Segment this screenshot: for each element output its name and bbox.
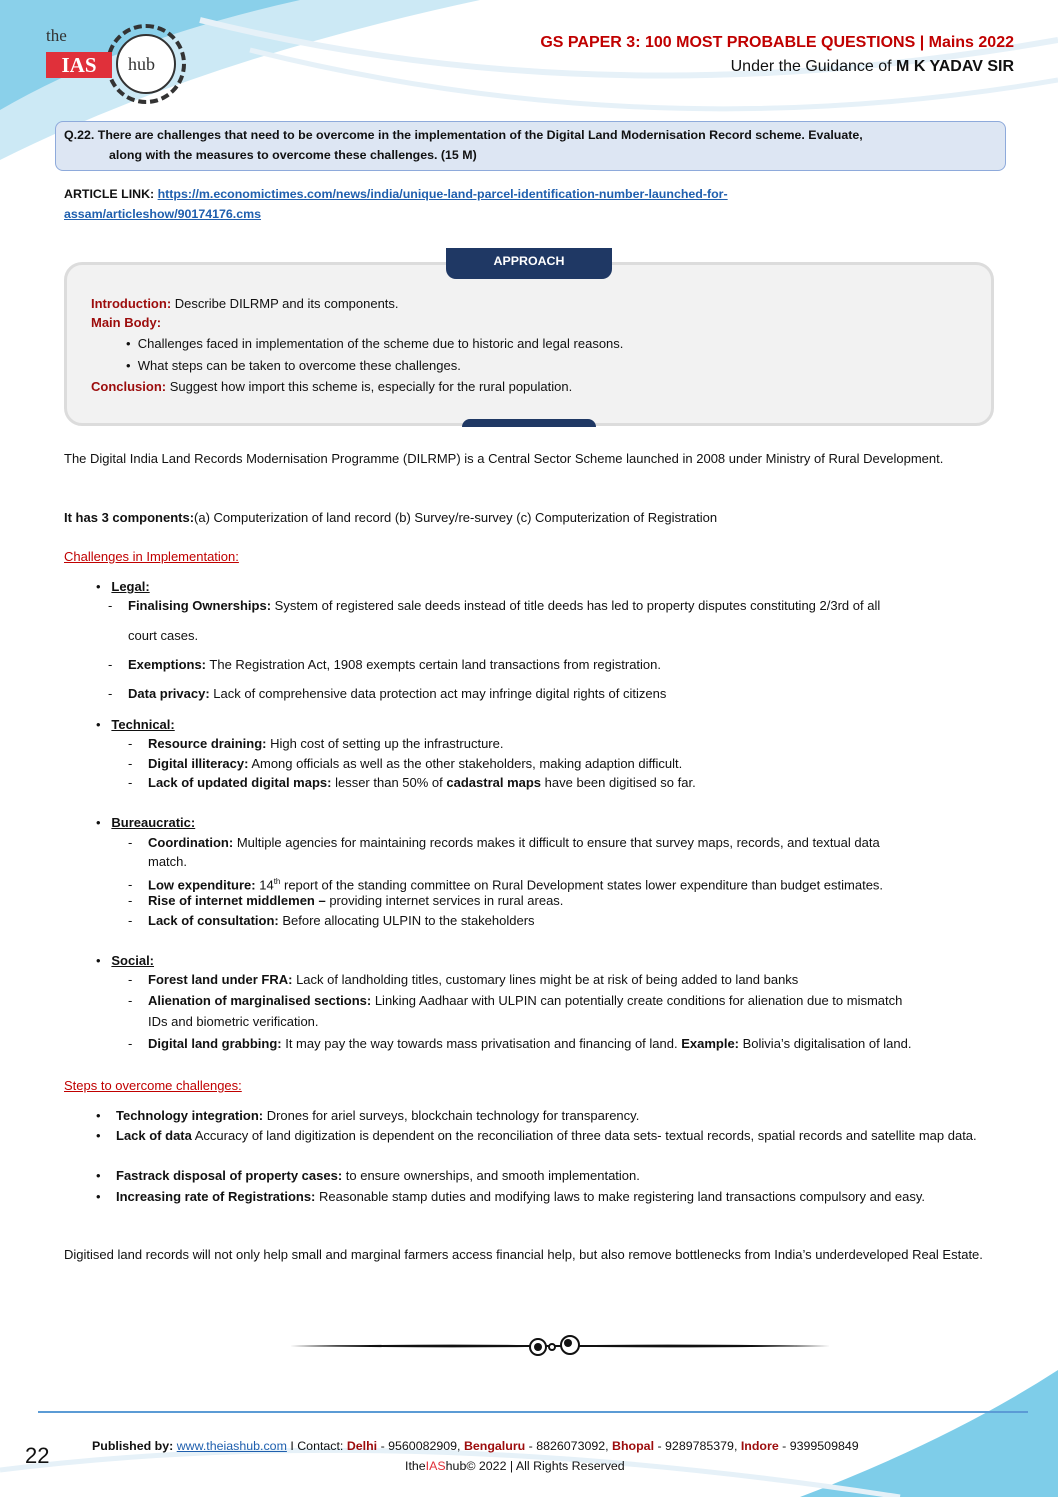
subtitle-name: M K YADAV SIR: [896, 58, 1014, 75]
step-key: Fastrack disposal of property cases:: [116, 1168, 343, 1183]
sub-item-text: High cost of setting up the infrastructure.: [266, 736, 504, 751]
intro-label: Introduction:: [91, 296, 172, 311]
sub-item-continuation: court cases.: [128, 628, 199, 643]
logo-the: the: [46, 26, 67, 45]
city-phone: - 9289785379,: [654, 1439, 741, 1453]
sub-item-text: Linking Aadhaar with ULPIN can potentially create conditions for alienation due to mismatch: [371, 993, 903, 1008]
section-technical: • Technical:: [96, 717, 175, 732]
dash-icon: -: [128, 877, 133, 893]
question-line-2: along with the measures to overcome these challenges. (15 M): [109, 148, 477, 162]
dash-icon: -: [128, 893, 133, 908]
sub-item-text: Bolivia’s digitalisation of land.: [739, 1036, 912, 1051]
section-title: Bureaucratic:: [111, 815, 196, 830]
step-text: to ensure ownerships, and smooth implementation.: [342, 1168, 640, 1183]
approach-bullet-text: What steps can be taken to overcome these challenges.: [137, 358, 461, 373]
conclusion-label: Conclusion:: [91, 379, 167, 394]
approach-conclusion: [91, 377, 572, 397]
question-line-1: Q.22. There are challenges that need to be overcome in the implementation of the Digital Land Modernisation Record scheme. Evaluate,: [64, 128, 863, 142]
sub-item-text: have been digitised so far.: [541, 775, 696, 790]
intro-text: Describe DILRMP and its components.: [171, 296, 399, 311]
city-name: Delhi: [346, 1439, 378, 1453]
step-item: [96, 1106, 993, 1126]
approach-main-label: Main Body:: [91, 315, 162, 330]
article-link-line: [64, 184, 728, 204]
dash-icon: -: [128, 756, 133, 771]
sub-item-key: Example:: [681, 1036, 740, 1051]
subtitle-prefix: Under the Guidance of: [730, 58, 897, 75]
sub-item-text: System of registered sale deeds instead of title deeds has led to property disputes constituting 2/3rd of all: [271, 598, 881, 613]
step-text: Accuracy of land digitization is dependent on the reconciliation of three data sets- textual records, spatial records and satellite map data.: [191, 1128, 977, 1143]
sub-item-key: Digital illiteracy:: [148, 756, 249, 771]
sub-item-text: Multiple agencies for maintaining records makes it difficult to ensure that survey maps, records, and textual data: [233, 835, 880, 850]
contact-label: I Contact:: [286, 1439, 347, 1453]
conclusion-paragraph: Digitised land records will not only help small and marginal farmers access financial help, but also remove bottlenecks from India’s underdeveloped Real Estate.: [64, 1247, 983, 1262]
approach-bullet-text: Challenges faced in implementation of the scheme due to historic and legal reasons.: [137, 336, 624, 351]
footer-divider: [38, 1411, 1028, 1413]
sub-item-key: Low expenditure:: [148, 877, 256, 893]
city-name: Bhopal: [612, 1439, 655, 1453]
footer-copyright: [405, 1456, 625, 1476]
city-phone: - 9399509849: [778, 1439, 859, 1453]
dash-icon: -: [108, 657, 113, 672]
city-name: Indore: [740, 1439, 779, 1453]
dash-icon: -: [128, 913, 133, 928]
copy-part: IAS: [425, 1459, 446, 1473]
approach-bullet: • What steps can be taken to overcome these challenges.: [126, 358, 461, 373]
sub-item-text: Lack of comprehensive data protection act may infringe digital rights of citizens: [209, 686, 667, 701]
intro-paragraph: The Digital India Land Records Modernisation Programme (DILRMP) is a Central Sector Scheme launched in 2008 under Ministry of Rural Development.: [64, 451, 944, 466]
step-key: Lack of data: [116, 1128, 192, 1143]
sub-item-key: Data privacy:: [128, 686, 210, 701]
ornament-divider-icon: [290, 1333, 830, 1359]
challenges-heading: Challenges in Implementation:: [64, 549, 239, 564]
article-label: ARTICLE LINK:: [64, 187, 158, 201]
section-bureaucratic: • Bureaucratic:: [96, 815, 196, 830]
sub-item: [128, 991, 902, 1011]
conclusion-text: Suggest how import this scheme is, especially for the rural population.: [166, 379, 573, 394]
sub-item-text: Before allocating ULPIN to the stakeholders: [278, 913, 535, 928]
section-title: Legal:: [111, 579, 150, 594]
sub-item: [128, 773, 696, 793]
sub-item-text: Among officials as well as the other stakeholders, making adaption difficult.: [248, 756, 683, 771]
city-phone: - 8826073092,: [525, 1439, 613, 1453]
approach-bullet: • Challenges faced in implementation of the scheme due to historic and legal reasons.: [126, 336, 624, 351]
bullet-icon: •: [96, 1189, 101, 1204]
article-url-cont[interactable]: assam/articleshow/90174176.cms: [64, 207, 262, 221]
published-label: Published by:: [92, 1439, 174, 1453]
sub-item: [128, 833, 880, 853]
approach-bottom-tab: [462, 419, 596, 427]
approach-intro: [91, 294, 399, 314]
sub-item-text: Lack of landholding titles, customary lines might be at risk of being added to land banks: [292, 972, 799, 987]
sub-item: [108, 655, 661, 675]
dash-icon: -: [128, 835, 133, 850]
sub-item-text: report of the standing committee on Rural Development states lower expenditure than budget estimates.: [280, 877, 884, 893]
sub-item-key: Resource draining:: [148, 736, 267, 751]
approach-tab: [446, 248, 612, 279]
sub-item: [108, 684, 666, 704]
page-number: 22: [25, 1443, 50, 1468]
step-item: [96, 1126, 993, 1146]
bullet-icon: •: [96, 1168, 101, 1183]
dash-icon: -: [108, 686, 113, 701]
steps-heading: Steps to overcome challenges:: [64, 1078, 242, 1093]
sub-item-key: Exemptions:: [128, 657, 207, 672]
sub-item-key: Rise of internet middlemen –: [148, 893, 326, 908]
sub-item: [128, 754, 682, 774]
dash-icon: -: [128, 993, 133, 1008]
sub-item-text: It may pay the way towards mass privatisation and financing of land.: [281, 1036, 682, 1051]
dash-icon: -: [128, 775, 133, 790]
logo-hub: hub: [128, 54, 155, 74]
footer-site-link[interactable]: www.theiashub.com: [176, 1439, 287, 1453]
header-title: GS PAPER 3: 100 MOST PROBABLE QUESTIONS | Mains 2022: [540, 34, 1014, 51]
copy-part: hub© 2022 | All Rights Reserved: [445, 1459, 625, 1473]
city-phone: - 9560082909,: [377, 1439, 464, 1453]
sub-item: [128, 911, 535, 931]
components-line: [64, 508, 717, 528]
components-text: (a) Computerization of land record (b) Survey/re-survey (c) Computerization of Registration: [194, 510, 718, 525]
city-name: Bengaluru: [463, 1439, 526, 1453]
sub-item: [128, 1034, 912, 1054]
sub-item: [128, 734, 503, 754]
logo: [46, 24, 196, 110]
section-legal: • Legal:: [96, 579, 150, 594]
sub-item-continuation: IDs and biometric verification.: [148, 1014, 319, 1029]
header-subtitle: [731, 57, 1014, 77]
approach-tab-label: APPROACH: [493, 254, 565, 268]
section-title: Technical:: [111, 717, 175, 732]
sub-item-key: Coordination:: [148, 835, 234, 850]
step-key: Increasing rate of Registrations:: [116, 1189, 316, 1204]
step-key: Technology integration:: [116, 1108, 264, 1123]
step-item: [96, 1187, 993, 1207]
bullet-icon: •: [96, 1108, 101, 1123]
sub-item-text: providing internet services in rural areas.: [325, 893, 564, 908]
sub-item-key: Lack of updated digital maps:: [148, 775, 332, 790]
section-social: • Social:: [96, 953, 155, 968]
sub-item: [108, 596, 880, 616]
dash-icon: -: [128, 972, 133, 987]
article-url[interactable]: https://m.economictimes.com/news/india/unique-land-parcel-identification-number-launched-for-: [157, 187, 728, 201]
step-text: Drones for ariel surveys, blockchain technology for transparency.: [263, 1108, 640, 1123]
step-text: Reasonable stamp duties and modifying laws to make registering land transactions compulsory and easy.: [315, 1189, 926, 1204]
sub-item: [128, 970, 798, 990]
dash-icon: -: [108, 598, 113, 613]
sub-item-key: Alienation of marginalised sections:: [148, 993, 372, 1008]
sub-item-key: Finalising Ownerships:: [128, 598, 272, 613]
sub-item: [128, 891, 563, 911]
sub-item-text: 14: [255, 877, 274, 893]
sub-item-text: The Registration Act, 1908 exempts certain land transactions from registration.: [206, 657, 662, 672]
sub-item-key: Lack of consultation:: [148, 913, 279, 928]
step-item: [96, 1166, 993, 1186]
copy-part: Ithe: [405, 1459, 426, 1473]
sub-item-continuation: match.: [148, 854, 188, 869]
footer-contact: [92, 1436, 859, 1456]
sub-item-text: lesser than 50% of: [331, 775, 447, 790]
sub-item-sup: th: [273, 877, 281, 886]
dash-icon: -: [128, 1036, 133, 1051]
sub-item-key: cadastral maps: [446, 775, 542, 790]
sub-item-key: Forest land under FRA:: [148, 972, 293, 987]
article-link-line-2: [64, 204, 261, 224]
logo-ias: IAS: [46, 52, 112, 78]
bullet-icon: •: [96, 1128, 101, 1143]
sub-item-key: Digital land grabbing:: [148, 1036, 282, 1051]
dash-icon: -: [128, 736, 133, 751]
components-label: It has 3 components:: [64, 510, 195, 525]
section-title: Social:: [111, 953, 155, 968]
